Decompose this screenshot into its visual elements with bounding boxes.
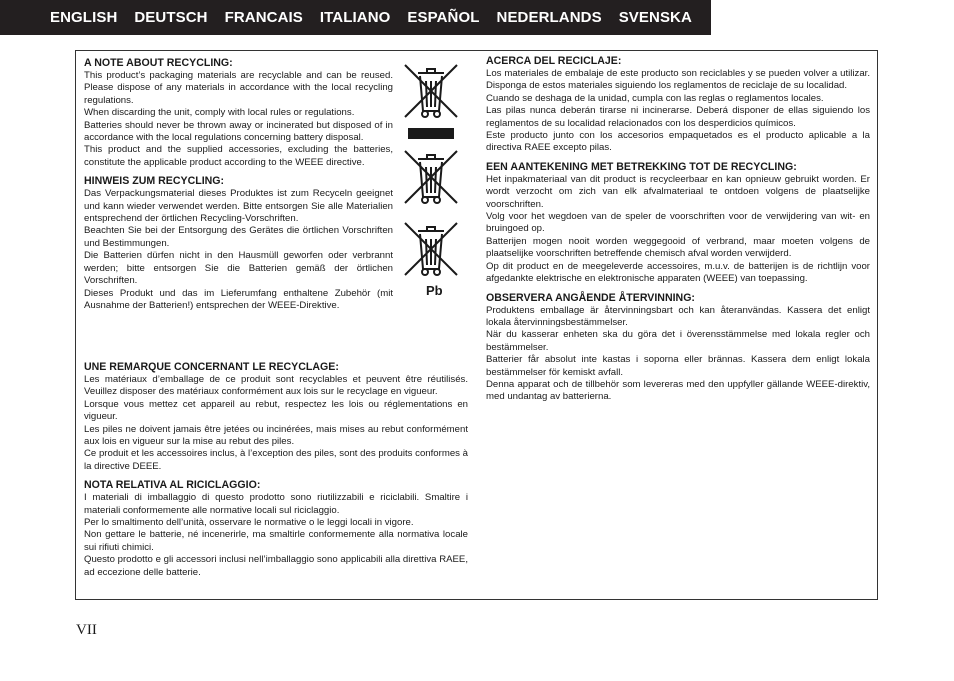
section-paragraph: Batteries should never be thrown away or incinerated but disposed of in accordance with the local regulations concerning battery disposal. — [84, 119, 393, 144]
section-title: EEN AANTEKENING MET BETREKKING TOT DE RECYCLING: — [486, 160, 797, 173]
section-paragraph: Das Verpackungsmaterial dieses Produktes ist zum Recyceln geeignet und kann wieder verwendet werden. Bitte entsorgen Sie alle Materialien entsprechend der örtlichen Recycling-Vorschriften. — [84, 188, 393, 225]
section-title: HINWEIS ZUM RECYCLING: — [84, 175, 225, 188]
lang-deutsch[interactable]: DEUTSCH — [134, 9, 208, 26]
section-title: ACERCA DEL RECICLAJE: — [486, 55, 622, 67]
crossed-bin-icon — [401, 147, 461, 207]
section-paragraph: Los materiales de embalaje de este producto son reciclables y se pueden volver a utilizar. Disponga de estos materiales siguiendo los reglamentos de reciclaje de su localidad. — [486, 68, 870, 92]
right-column — [486, 55, 870, 410]
section-paragraph: Dieses Produkt und das im Lieferumfang enthaltene Zubehör (mit Ausnahme der Batterien!) entsprechen der WEEE-Direktive. — [84, 287, 393, 311]
recycling-section — [486, 161, 870, 286]
language-bar — [0, 0, 711, 35]
section-paragraph: Cuando se deshaga de la unidad, cumpla con las reglas o reglamentos locales. — [486, 92, 824, 104]
left-top-column — [84, 57, 393, 318]
section-paragraph: Las pilas nunca deberán tirarse ni incinerarse. Deberá disponer de ellas siguiendo los reglamentos de su localidad relacionados con los desperdicios químicos. — [486, 105, 870, 129]
section-paragraph: Non gettare le batterie, né incenerirle, ma smaltirle conformemente alla normativa locale sui rifiuti chimici. — [84, 529, 468, 553]
recycling-icons — [401, 61, 463, 298]
lang-francais[interactable]: FRANCAIS — [224, 9, 303, 26]
section-paragraph: When discarding the unit, comply with local rules or regulations. — [84, 107, 355, 119]
weee-bar — [408, 128, 454, 139]
lang-espanol[interactable]: ESPAÑOL — [407, 9, 480, 26]
lead-label: Pb — [426, 283, 443, 298]
crossed-bin-icon — [401, 219, 461, 279]
section-paragraph: Die Batterien dürfen nicht in den Hausmüll geworfen oder verbrannt werden; bitte entsorgen Sie die Batterien gemäß der örtlichen Vorschriften. — [84, 250, 393, 287]
recycling-section — [486, 55, 870, 155]
recycling-section — [84, 479, 468, 579]
section-title: A NOTE ABOUT RECYCLING: — [84, 57, 233, 69]
section-paragraph: Denna apparat och de tillbehör som levereras med den uppfyller gällande WEEE-direktiv, med undantag av batterierna. — [486, 378, 870, 403]
recycling-section — [84, 361, 468, 473]
recycling-section — [84, 175, 393, 312]
section-paragraph: Op dit product en de meegeleverde accessoires, m.u.v. de batterijen is de richtlijn voor afgedankte elektrische en elektronische apparaten (WEEE) van toepassing. — [486, 260, 870, 285]
lang-italiano[interactable]: ITALIANO — [319, 9, 391, 26]
section-paragraph: Beachten Sie bei der Entsorgung des Gerätes die örtlichen Vorschriften und Bestimmungen. — [84, 225, 393, 249]
section-paragraph: Les matériaux d’emballage de ce produit sont recyclables et peuvent être réutilisés. Veuillez disposer des matériaux conformément aux lois sur le recyclage en vigueur. — [84, 374, 468, 398]
lang-nederlands[interactable]: NEDERLANDS — [496, 9, 602, 26]
section-paragraph: Lorsque vous mettez cet appareil au rebut, respectez les lois ou réglementations en vigueur. — [84, 398, 468, 423]
section-paragraph: Batterijen mogen nooit worden weggegooid of verbrand, maar moeten volgens de plaatselijke voorschriften betreffende chemisch afval worden verwijderd. — [486, 235, 870, 260]
section-paragraph: Ce produit et les accessoires inclus, à l’exception des piles, sont des produits conformes à la directive DEEE. — [84, 448, 468, 472]
section-paragraph: Les piles ne doivent jamais être jetées ou incinérées, mais mises au rebut conformément aux lois en vigueur sur la mise au rebut des piles. — [84, 423, 468, 448]
page-number: VII — [76, 622, 97, 638]
lang-english[interactable]: ENGLISH — [50, 9, 118, 26]
recycling-section — [84, 57, 393, 169]
section-title: NOTA RELATIVA AL RICICLAGGIO: — [84, 479, 261, 492]
crossed-bin-icon — [401, 61, 461, 121]
lang-svenska[interactable]: SVENSKA — [618, 9, 692, 26]
left-bottom-column — [84, 361, 468, 585]
section-paragraph: I materiali di imballaggio di questo prodotto sono riutilizzabili e riciclabili. Smaltire i materiali conformemente alle normative locali sul riciclaggio. — [84, 492, 468, 516]
section-paragraph: Per lo smaltimento dell’unità, osservare le normative o le leggi locali in vigore. — [84, 517, 414, 529]
recycling-frame — [75, 50, 878, 600]
section-paragraph: Volg voor het wegdoen van de speler de voorschriften voor de verwijdering van wit- en bruingoed op. — [486, 211, 870, 235]
section-title: OBSERVERA ANGÅENDE ÅTERVINNING: — [486, 291, 695, 304]
section-paragraph: Produktens emballage är återvinningsbart och kan återanvändas. Kassera det enligt lokala återvinningsbestämmelser. — [486, 304, 870, 328]
recycling-section — [486, 292, 870, 404]
section-paragraph: Questo prodotto e gli accessori inclusi nell’imballaggio sono applicabili alla direttiva RAEE, ad eccezione delle batterie. — [84, 554, 468, 578]
section-paragraph: This product and the supplied accessories, excluding the batteries, constitute the applicable product according to the WEEE directive. — [84, 144, 393, 168]
section-paragraph: This product’s packaging materials are recyclable and can be reused. Please dispose of any materials in accordance with the local recycling regulations. — [84, 70, 393, 106]
section-paragraph: Batterier får absolut inte kastas i soporna eller brännas. Kassera dem enligt lokala bestämmelser för kemiskt avfall. — [486, 354, 870, 378]
section-paragraph: När du kasserar enheten ska du göra det i överensstämmelse med lokala regler och bestämmelser. — [486, 329, 870, 353]
section-paragraph: Este producto junto con los accesorios empaquetados es el producto aplicable a la directiva RAEE excepto pilas. — [486, 130, 870, 154]
section-paragraph: Het inpakmateriaal van dit product is recycleerbaar en kan opnieuw gebruikt worden. Er wordt verzocht om zich van elk afvalmateriaal te ontdoen volgens de plaatselijke voorschriften. — [486, 173, 870, 210]
section-title: UNE REMARQUE CONCERNANT LE RECYCLAGE: — [84, 361, 339, 373]
